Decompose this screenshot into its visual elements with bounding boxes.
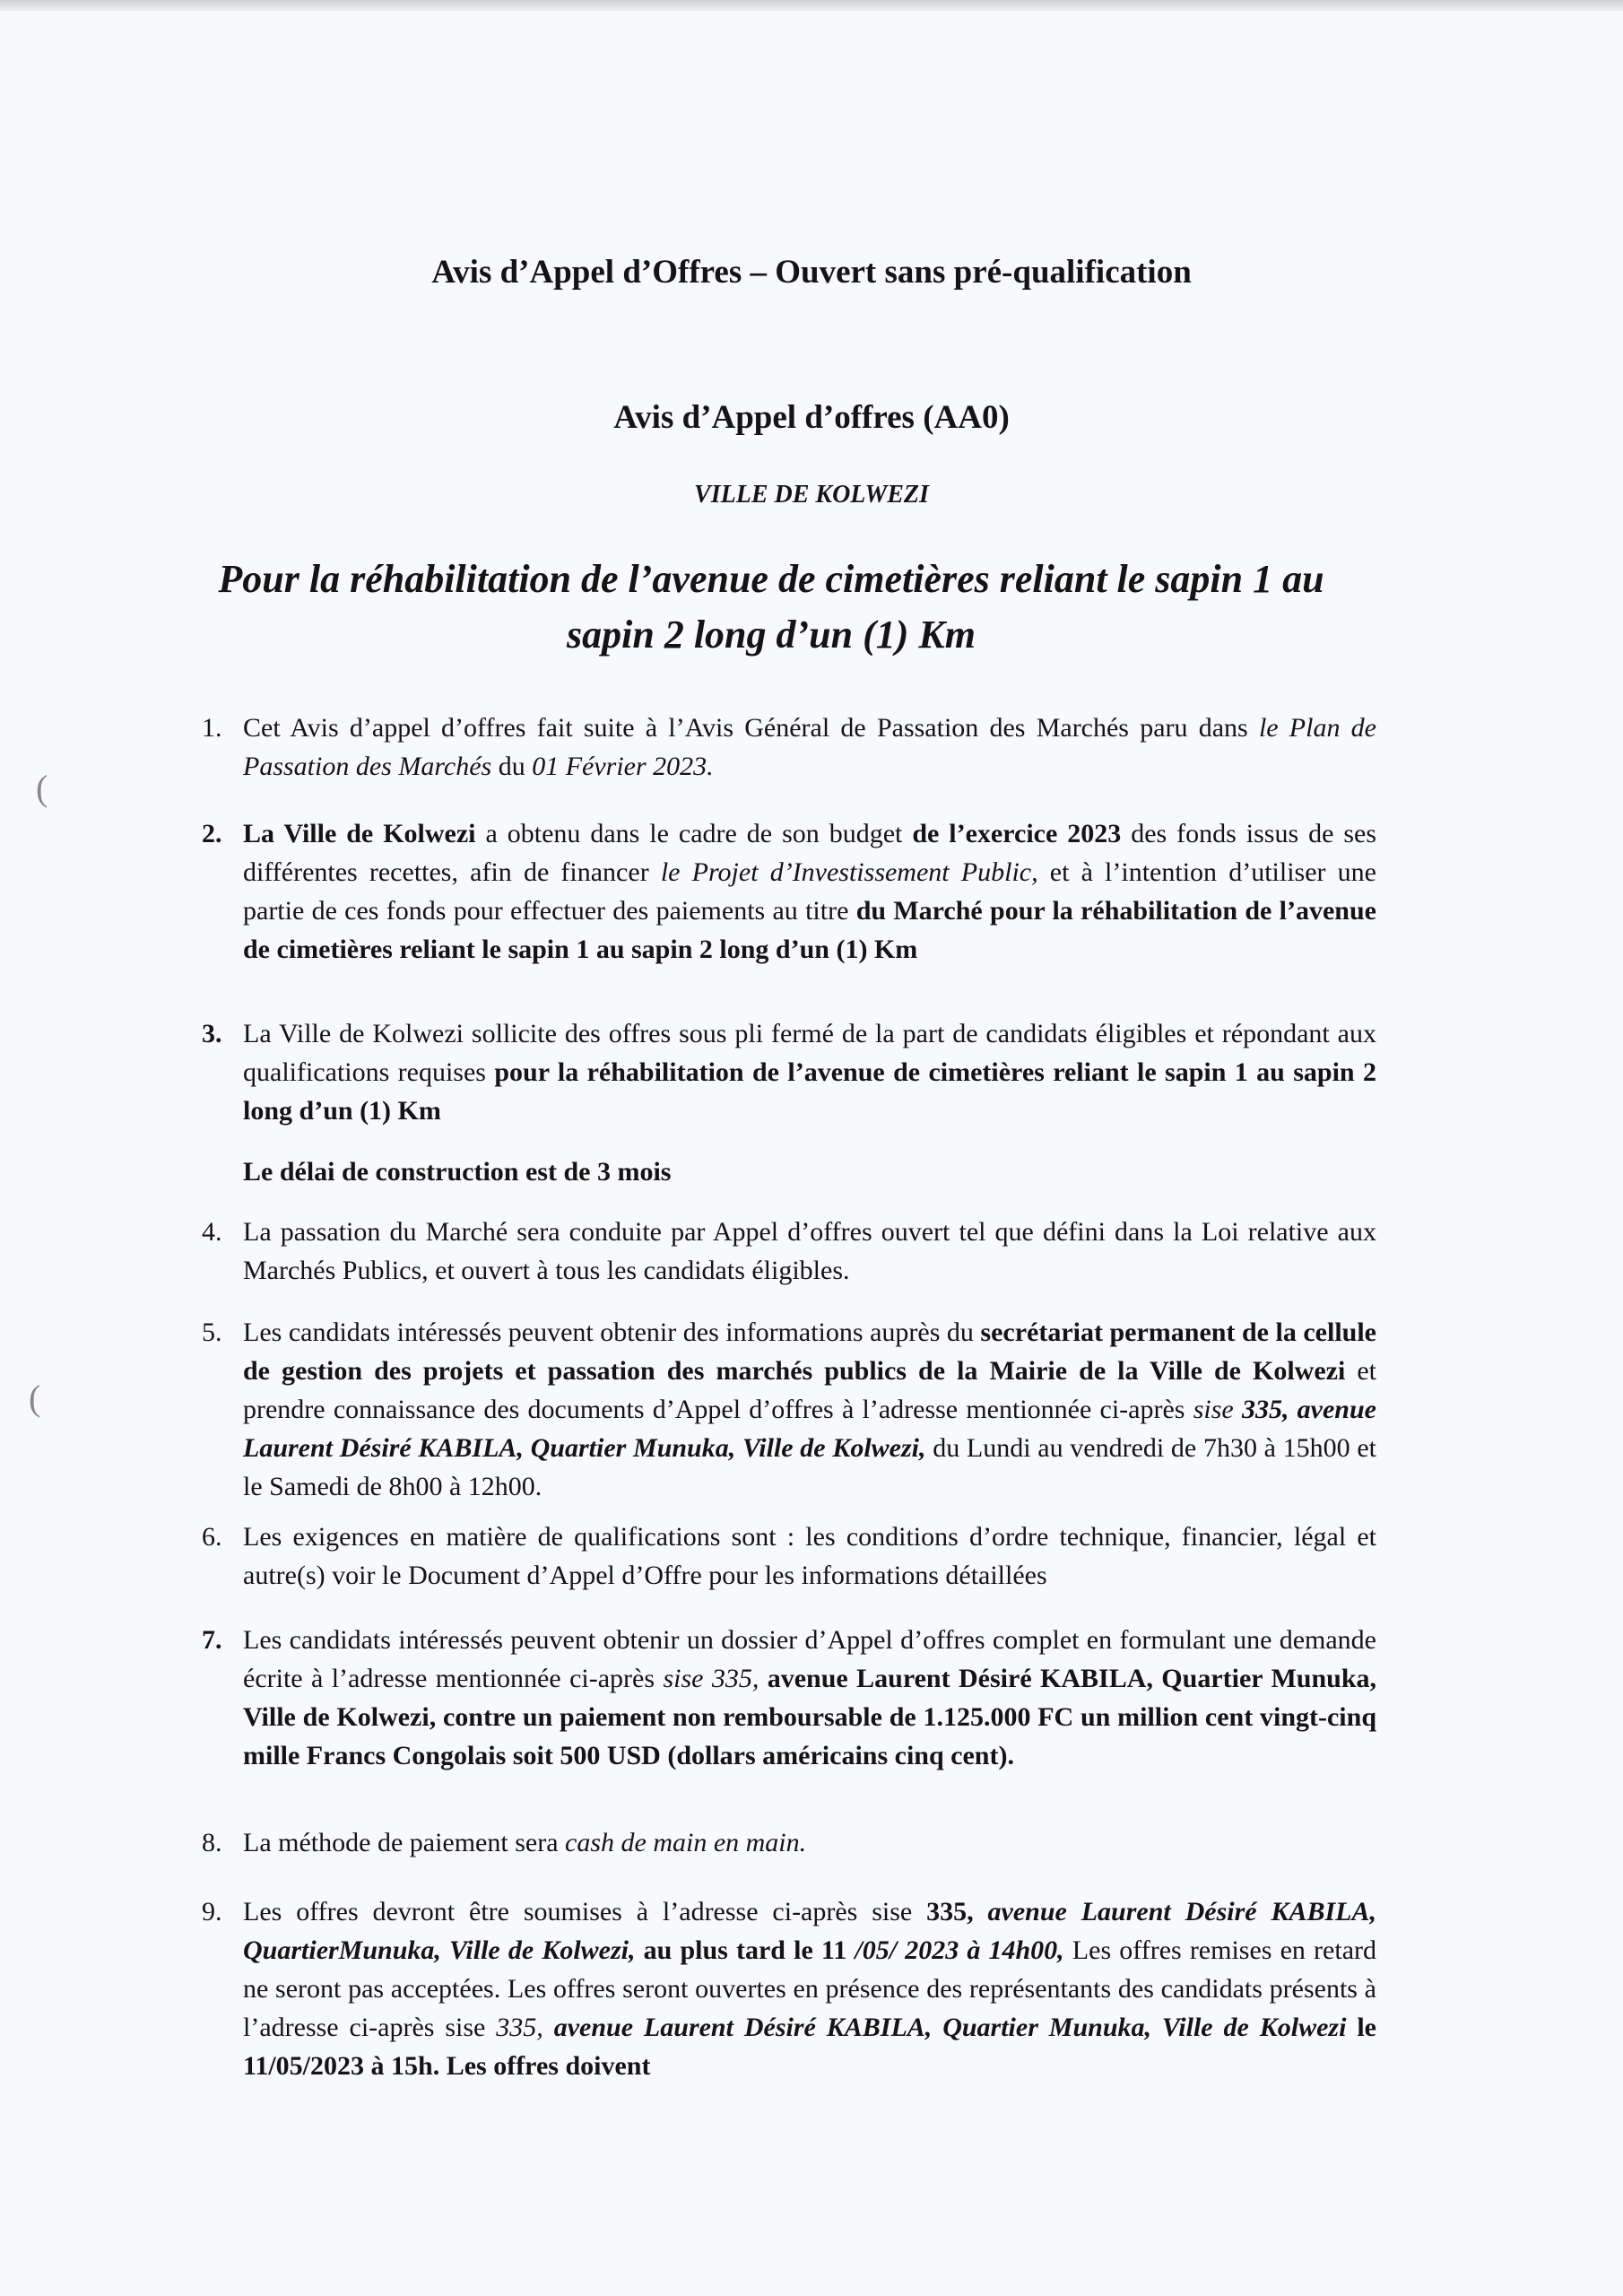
text-segment: cash de main en main. [565,1828,807,1857]
text-segment: 01 Février 2023. [532,752,714,781]
list-item [202,1152,1376,1191]
item-number: 3. [202,1019,222,1048]
item-number: 7. [202,1625,222,1655]
list-item [202,1313,1376,1506]
text-segment: a obtenu dans le cadre de son budget [475,819,913,848]
document-subtitle: Avis d’Appel d’offres (AA0) [613,399,1010,436]
text-segment: sise [1193,1395,1242,1424]
item-text [243,1823,1376,1862]
text-segment: du Marché pour la réhabilitation de l’avenue de cimetières reliant le sapin 1 au sapin 2 long d’un (1) Km [243,896,1376,964]
item-number: 2. [202,819,222,848]
item-number: 6. [202,1522,222,1552]
scan-edge [0,0,1623,11]
text-segment: La passation du Marché sera conduite par Appel d’offres ouvert tel que défini dans la Loi relative aux Marchés Publics, et ouvert à tous les candidats éligibles. [243,1217,1376,1285]
item-text [243,1518,1376,1595]
text-segment: 335, avenue Laurent Désiré KABILA, Quartier Munuka, Ville de Kolwezi, [243,1395,1376,1463]
item-text [243,1014,1376,1130]
text-segment: La méthode de paiement sera [243,1828,566,1857]
project-heading: Pour la réhabilitation de l’avenue de cimetières reliant le sapin 1 au sapin 2 long d’un (1) Km [218,557,1324,657]
list-item [202,1823,1376,1862]
item-text [243,814,1376,969]
text-segment: le Projet d’Investissement Public, [660,857,1038,887]
text-segment: Les candidats intéressés peuvent obtenir un dossier d’Appel d’offres complet en formulant une demande écrite à l’adresse mentionnée ci-après [243,1625,1376,1693]
item-number: 8. [202,1828,222,1857]
item-number: 5. [202,1318,222,1347]
item-text [243,1892,1376,2085]
item-text [243,1152,1376,1191]
text-segment: et à l’intention d’utiliser une partie de ces fonds pour effectuer des paiements au titre [243,857,1376,926]
list-item [202,1621,1376,1775]
text-segment: 335, [496,2013,554,2042]
text-segment: La Ville de Kolwezi [243,819,476,848]
item-number: 1. [202,713,222,743]
text-segment: Les offres devront être soumises à l’adresse ci-après sise [243,1897,927,1926]
text-segment: sise 335, [663,1664,759,1693]
item-number: 4. [202,1217,222,1247]
text-segment: de l’exercice 2023 [912,819,1122,848]
scan-mark: ( [36,768,48,808]
text-segment: 335, [926,1897,988,1926]
text-segment: le Plan de Passation des Marchés [243,713,1376,781]
scan-mark: ( [29,1378,41,1418]
item-number: 9. [202,1897,222,1926]
item-text [243,1621,1376,1775]
text-segment: Les candidats intéressés peuvent obtenir des informations auprès du [243,1318,981,1347]
list-item [202,709,1376,786]
text-segment: le 11/05/2023 à 15h. Les offres doivent [243,2013,1376,2081]
document-title: Avis d’Appel d’Offres – Ouvert sans pré-qualification [431,254,1192,291]
text-segment: du Lundi au vendredi de 7h30 à 15h00 et le Samedi de 8h00 à 12h00. [243,1433,1377,1501]
text-segment: du [491,752,533,781]
text-segment: Les exigences en matière de qualifications sont : les conditions d’ordre technique, financier, légal et autre(s) voir le Document d’Appel d’Offre pour les informations détaillées [243,1522,1376,1590]
list-item [202,814,1376,969]
text-segment: pour la réhabilitation de l’avenue de cimetières reliant le sapin 1 au sapin 2 long d’un (1) Km [243,1057,1376,1126]
text-segment: Le délai de construction est de 3 mois [243,1157,672,1187]
list-item [202,1014,1376,1130]
text-segment: secrétariat permanent de la cellule de gestion des projets et passation des marchés publics de la Mairie de la Ville de Kolwezi [243,1318,1376,1386]
item-text [243,1213,1376,1290]
text-segment: avenue Laurent Désiré KABILA, QuartierMunuka, Ville de Kolwezi, [243,1897,1377,1965]
text-segment: Cet Avis d’appel d’offres fait suite à l’Avis Général de Passation des Marchés paru dans [243,713,1259,743]
item-text [243,709,1376,786]
list-item [202,1518,1376,1595]
text-segment: avenue Laurent Désiré KABILA, Quartier Munuka, Ville de Kolwezi [553,2013,1347,2042]
text-segment: au plus tard le 11 [635,1935,855,1965]
item-text [243,1313,1376,1506]
text-segment: La Ville de Kolwezi sollicite des offres sous pli fermé de la part de candidats éligibles et répondant aux qualifications requises [243,1019,1376,1087]
text-segment: et prendre connaissance des documents d’Appel d’offres à l’adresse mentionnée ci-après [243,1356,1376,1424]
text-segment: des fonds issus de ses différentes recettes, afin de financer [243,819,1377,887]
text-segment: /05/ 2023 à 14h00, [855,1935,1064,1965]
text-segment: Les offres remises en retard ne seront pas acceptées. Les offres seront ouvertes en présence des représentants des candidats présents à l’adresse ci-après sise [243,1935,1376,2042]
list-item [202,1892,1376,2085]
list-item [202,1213,1376,1290]
city-name: VILLE DE KOLWEZI [694,481,929,509]
text-segment: avenue Laurent Désiré KABILA, Quartier Munuka, Ville de Kolwezi, contre un paiement non remboursable de 1.125.000 FC un million cent vingt-cinq mille Francs Congolais soit 500 USD (dollars américains cinq cent). [243,1664,1376,1770]
